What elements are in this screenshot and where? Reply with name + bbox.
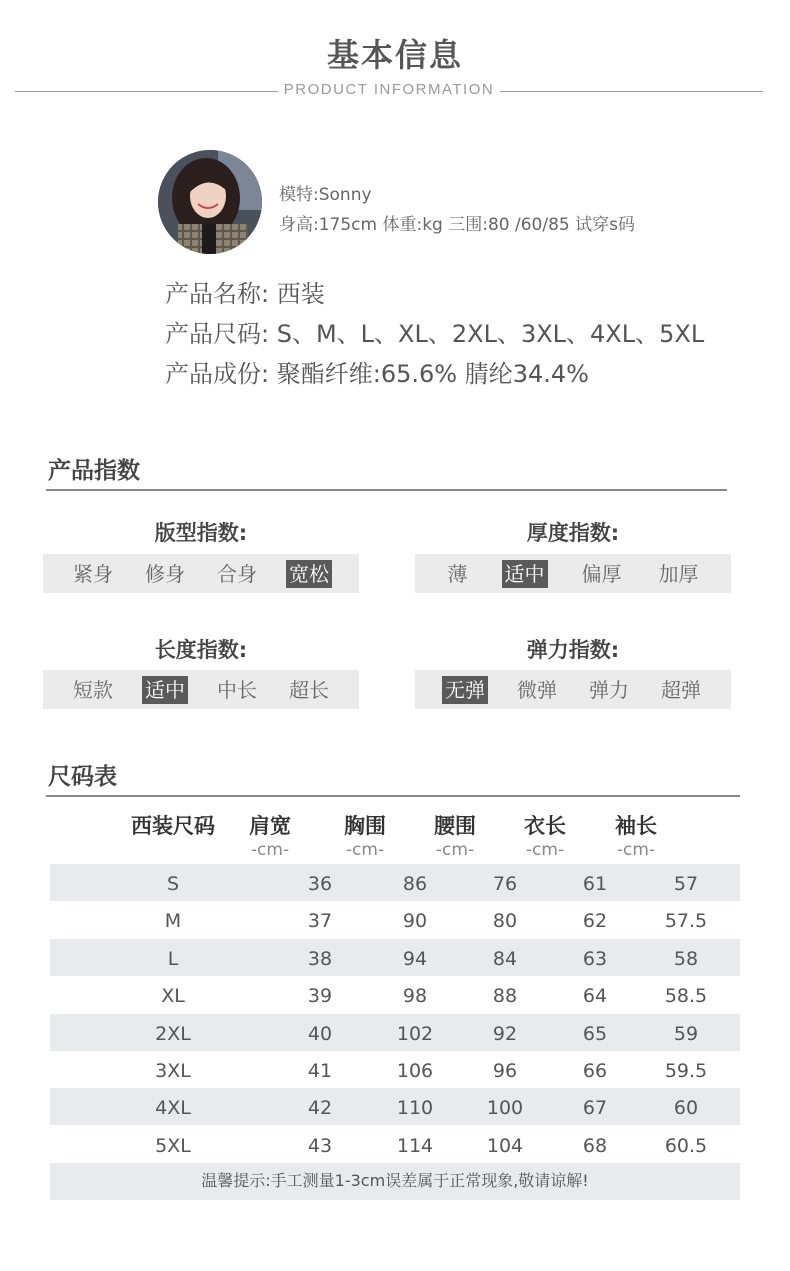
header-name: 袖长: [615, 814, 657, 838]
index-option-selected: 适中: [142, 676, 188, 704]
table-cell: 68: [582, 1134, 608, 1157]
table-cell: 39: [307, 985, 333, 1008]
table-row: [50, 976, 740, 1013]
indices-section-title: 产品指数: [48, 458, 140, 484]
index-title-thickness: 厚度指数:: [526, 521, 620, 545]
index-option: 薄: [447, 561, 468, 586]
divider-right: [500, 91, 763, 92]
header-unit: -cm-: [345, 840, 385, 860]
table-cell: 41: [307, 1060, 333, 1082]
index-option-selected: 适中: [502, 560, 548, 588]
indices-section-rule: [46, 489, 727, 491]
table-cell: 59: [673, 1022, 699, 1045]
table-cell: 66: [582, 1060, 608, 1082]
table-cell: 37: [307, 910, 333, 933]
table-cell: 88: [492, 985, 518, 1008]
header-unit: -cm-: [525, 840, 565, 860]
product-size-value: S、M、L、XL、2XL、3XL、4XL、5XL: [276, 320, 705, 348]
product-material-row: [165, 354, 589, 389]
header-name: 肩宽: [249, 814, 291, 838]
product-material-label: 产品成份:: [165, 360, 270, 388]
table-cell: 94: [402, 947, 428, 970]
page-title: 基本信息: [326, 36, 463, 74]
size-table-header: [50, 812, 740, 864]
table-cell: 43: [307, 1134, 333, 1157]
header-unit: -cm-: [250, 840, 290, 860]
table-cell: S: [166, 873, 180, 895]
table-cell: 114: [396, 1134, 434, 1157]
table-cell: 110: [396, 1097, 434, 1120]
table-cell: 92: [492, 1022, 518, 1045]
table-row: [50, 1051, 740, 1088]
table-cell: 59.5: [664, 1060, 708, 1082]
index-option: 紧身: [73, 561, 113, 586]
table-cell: 62: [582, 910, 608, 933]
header-unit: -cm-: [435, 840, 475, 860]
table-cell: 80: [492, 910, 518, 933]
table-cell: 58: [673, 947, 699, 970]
model-stats: 身高:175cm 体重:kg 三围:80 /60/85 试穿s码: [279, 215, 635, 235]
header-cell: [505, 812, 585, 860]
header-cell: [596, 812, 676, 860]
table-cell: M: [164, 910, 182, 933]
product-name-value: 西装: [276, 280, 325, 308]
table-cell: 86: [402, 873, 428, 895]
model-name: 模特:Sonny: [279, 185, 372, 205]
table-cell: 2XL: [155, 1022, 191, 1045]
table-cell: 84: [492, 947, 518, 970]
table-cell: 3XL: [155, 1060, 191, 1082]
header-name: 衣长: [524, 814, 566, 838]
table-cell: 57: [673, 873, 699, 895]
table-cell: 57.5: [664, 910, 708, 933]
table-cell: 106: [396, 1060, 434, 1082]
table-cell: 102: [396, 1022, 434, 1045]
table-cell: 61: [582, 873, 608, 895]
header-unit: -cm-: [616, 840, 656, 860]
index-bar-length: [43, 670, 359, 709]
index-option: 修身: [145, 561, 185, 586]
table-row: [50, 864, 740, 901]
table-cell: 65: [582, 1022, 608, 1045]
index-option: 中长: [217, 677, 257, 702]
header-cell: [230, 812, 310, 860]
index-option: 偏厚: [581, 561, 622, 586]
index-option: 超长: [289, 677, 329, 702]
product-name-row: [165, 274, 325, 309]
product-name-label: 产品名称:: [165, 280, 270, 308]
table-cell: XL: [161, 985, 185, 1008]
table-row: [50, 939, 740, 976]
table-cell: 40: [307, 1022, 333, 1045]
measurement-note: 温馨提示:手工测量1-3cm误差属于正常现象,敬请谅解!: [50, 1163, 740, 1200]
table-cell: 42: [307, 1097, 333, 1120]
product-size-label: 产品尺码:: [165, 320, 270, 348]
index-bar-fit: [43, 554, 359, 593]
table-row: [50, 1088, 740, 1125]
table-cell: 90: [402, 910, 428, 933]
table-row: [50, 901, 740, 938]
page-subtitle: PRODUCT INFORMATION: [283, 81, 495, 98]
table-cell: 64: [582, 985, 608, 1008]
product-material-value: 聚酯纤维:65.6% 腈纶34.4%: [276, 360, 589, 388]
model-avatar: [158, 150, 262, 254]
index-bar-elasticity: [415, 670, 731, 709]
index-option: 微弹: [517, 677, 557, 702]
index-option: 加厚: [658, 561, 699, 586]
index-option-selected: 无弹: [442, 676, 488, 704]
table-cell: 60.5: [664, 1134, 708, 1157]
table-cell: 36: [307, 873, 333, 895]
table-cell: 76: [492, 873, 518, 895]
header-name: 胸围: [344, 814, 386, 838]
table-cell: 5XL: [155, 1134, 191, 1157]
table-cell: 104: [486, 1134, 524, 1157]
table-cell: 96: [492, 1060, 518, 1082]
header-cell: [415, 812, 495, 860]
index-option: 短款: [73, 677, 113, 702]
table-cell: 67: [582, 1097, 608, 1120]
header-name: 西装尺码: [131, 814, 215, 838]
table-cell: 4XL: [155, 1097, 191, 1120]
table-cell: 100: [486, 1097, 524, 1120]
table-row: [50, 1014, 740, 1051]
index-bar-thickness: [415, 554, 731, 593]
index-title-length: 长度指数:: [154, 638, 248, 662]
header-name: 腰围: [434, 814, 476, 838]
size-table-rule: [46, 795, 740, 797]
index-option-selected: 宽松: [286, 560, 332, 588]
page-subtitle-block: [15, 81, 763, 101]
index-option: 合身: [217, 561, 257, 586]
table-cell: 60: [673, 1097, 699, 1120]
table-cell: 58.5: [664, 985, 708, 1008]
table-cell: 98: [402, 985, 428, 1008]
header-cell: [325, 812, 405, 860]
index-title-fit: 版型指数:: [154, 521, 248, 545]
table-row: [50, 1126, 740, 1163]
size-table-title: 尺码表: [48, 764, 117, 790]
table-cell: L: [167, 947, 179, 970]
table-cell: 63: [582, 947, 608, 970]
index-option: 弹力: [589, 677, 629, 702]
index-option: 超弹: [661, 677, 701, 702]
index-title-elasticity: 弹力指数:: [526, 638, 620, 662]
product-size-row: [165, 314, 704, 349]
table-cell: 38: [307, 947, 333, 970]
